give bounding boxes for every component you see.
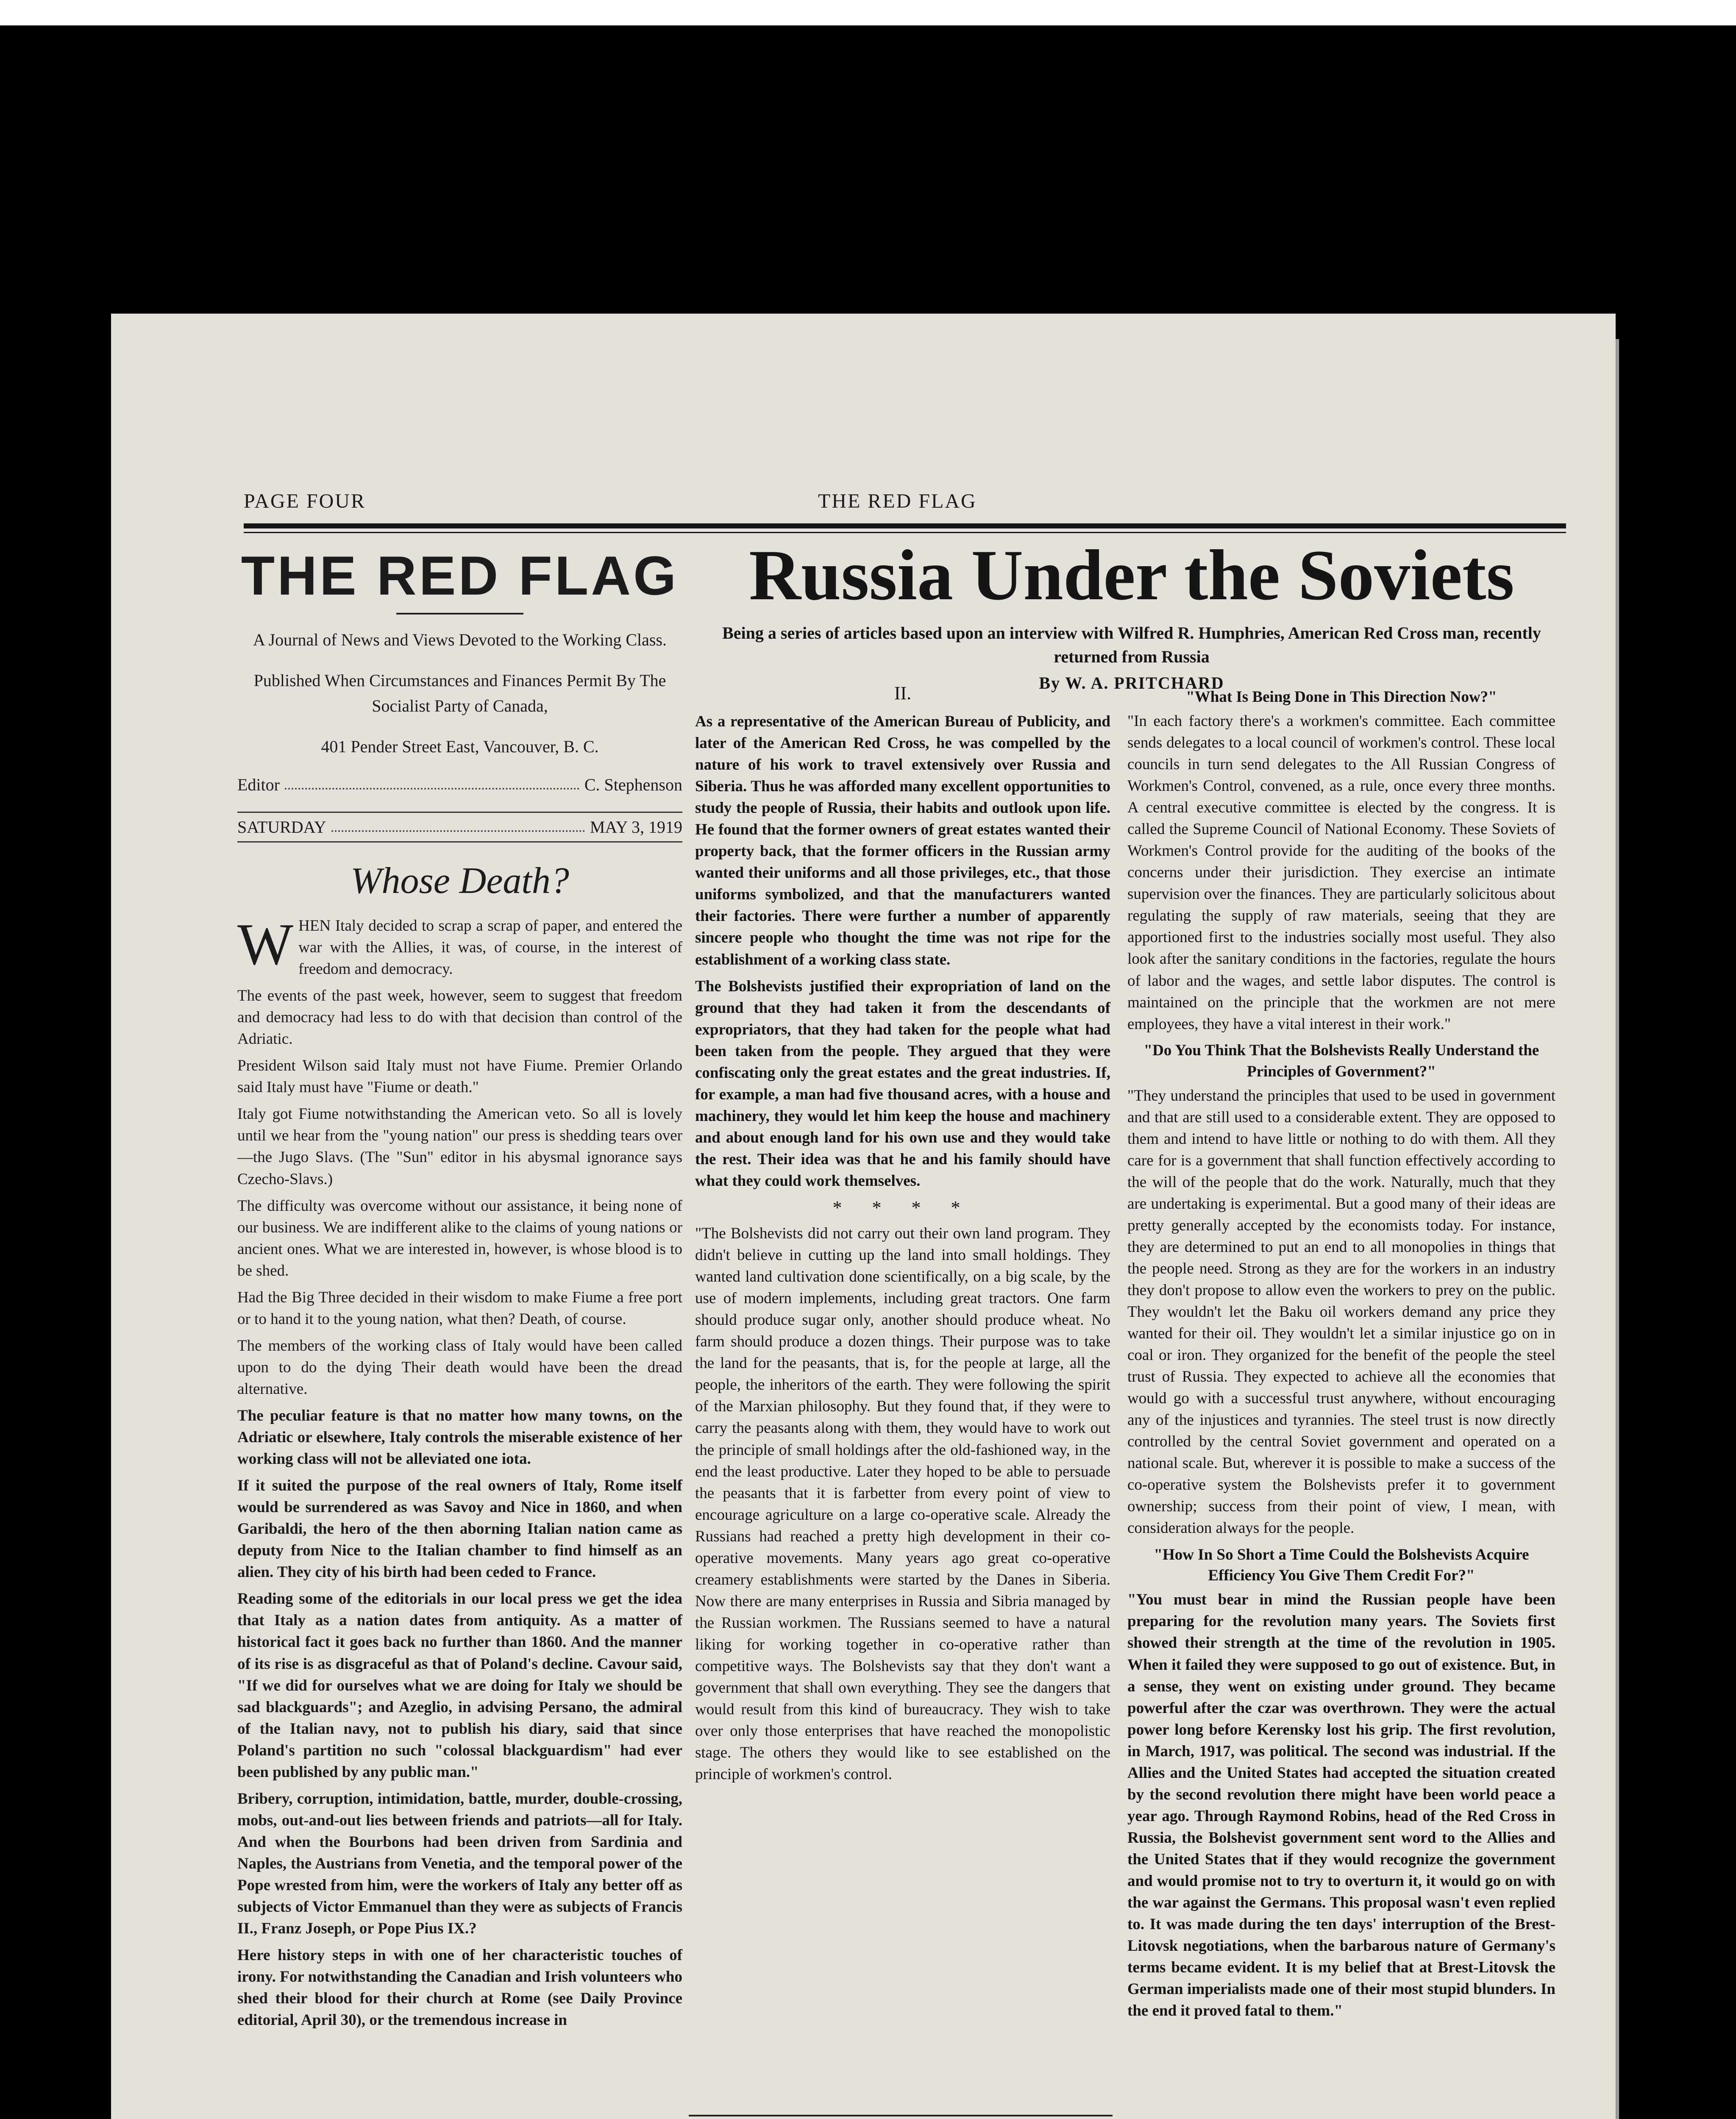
editorial-paragraph: Had the Big Three decided in their wisdom to make Fiume a free port or to hand it to the young nation, what then? Death, of course.	[237, 1288, 682, 1328]
column-left	[237, 534, 682, 2036]
article-paragraph: "They understand the principles that used to be used in government and that are still used to a considerable extent. They are opposed to them and intend to have little or nothing to do with them. All they care for is a government that shall function effectively according to the will of the people that do the work. Naturally, much that they are undertaking is experimental. But a good many of their ideas are pretty generally accepted by the economists today. For instance, they are determined to put an end to all monopolies in things that the people need. Strong as they are for the workers in an industry they don't propose to allow even the workers to prey on the public. They wouldn't let the Baku oil workers demand any price they wanted for their oil. They wouldn't let a similar injustice go on in coal or iron. They organized for the benefit of the people the steel trust of Russia. They expected to achieve all the economies that would go with a successful trust anywhere, without encouraging any of the injustices and tyrannies. The steel trust is now directly controlled by the central Soviet government and operated on a national scale. But, wherever it is possible to make a success of the co-operative system the Bolshevists prefer it to government ownership; success from their point of view, I mean, with consideration always for the people.	[1127, 1087, 1555, 1537]
column-middle	[695, 682, 1110, 1790]
section-separator: * * * *	[832, 1197, 973, 1218]
header-rule-thin	[244, 532, 1566, 533]
dot-leader	[285, 775, 579, 790]
header-rule	[244, 523, 1566, 528]
editor-name: C. Stephenson	[584, 775, 682, 794]
feature-header	[695, 534, 1568, 693]
article-paragraph: "The Bolshevists did not carry out their own land program. They didn't believe in cutting up the land into small holdings. They wanted land cultivation done scientifically, on a big scale, by the use of modern implements, including great tractors. One farm should produce sugar only, another should produce wheat. No farm should produce a dozen things. Their purpose was to take the land for the peasants, that is, for the people at large, all the people, the inheritors of the earth. They were following the spirit of the Marxian philosophy. But they found that, if they were to carry the peasants along with them, they would have to work out the principle of small holdings after the old-fashioned way, in the end the least productive. Later they hoped to be able to persuade the peasants that it is farbetter from every point of view to encourage agriculture on a large co-operative scale. Already the Russians had reached a pretty high development in their co-operative movements. Many years ago great co-operative creamery establishments were started by the Danes in Siberia. Now there are many enterprises in Russia and Sibria managed by the Russian workmen. The Russians seemed to have a natural liking for working together in co-operative rather than competitive ways. The Bolshevists say that they don't want a government that shall own everything. They see the dangers that would result from this kind of bureaucracy. They wish to take over only those enterprises that have reached the monopolistic stage. The others they would like to see established on the principle of workmen's control.	[695, 1225, 1110, 1783]
page-number-label: PAGE FOUR	[244, 490, 366, 512]
feature-byline: By W. A. PRITCHARD	[1039, 673, 1224, 692]
editorial-paragraph	[237, 912, 682, 980]
editorial-paragraph: Here history steps in with one of her characteristic touches of irony. For notwithstanding the Canadian and Irish volunteers who shed their blood for their church at Rome (see Daily Province editorial, April 30), or the tremendous increase in	[237, 1947, 682, 2029]
masthead-tagline: A Journal of News and Views Devoted to the Working Class.	[253, 630, 667, 649]
editorial-paragraph: Italy got Fiume notwithstanding the American veto. So all is lovely until we hear from the "young nation" our press is shedding tears over—the Jugo Slavs. (The "Sun" editor in his abysmal ignorance says Czecho-Slavs.)	[237, 1105, 682, 1188]
column-divider	[689, 2115, 1113, 2116]
running-head-title: THE RED FLAG	[818, 490, 977, 512]
scan-border-top	[0, 0, 1736, 25]
dot-leader	[331, 817, 585, 832]
editorial-paragraph: The events of the past week, however, seem to suggest that freedom and democracy had less to do with that decision than control of the Adriatic.	[237, 987, 682, 1048]
question-heading: "What Is Being Done in This Direction Now?"	[1186, 688, 1497, 706]
editorial-paragraph: President Wilson said Italy must not have Fiume. Premier Orlando said Italy must have "Fiume or death."	[237, 1057, 682, 1096]
publisher-note: Published When Circumstances and Finances Permit By The Socialist Party of Canada,	[253, 671, 666, 715]
masthead-rule	[396, 613, 523, 615]
publisher-address: 401 Pender Street East, Vancouver, B. C.	[321, 737, 599, 756]
article-paragraph: "In each factory there's a workmen's committee. Each committee sends delegates to a local council of workmen's control. These local councils in turn send delegates to the All Russian Congress of Workmen's Control, convened, as a rule, once every three months. A central executive committee is elected by the congress. It is called the Supreme Council of National Economy. These Soviets of Workmen's Control provide for the auditing of the books of the concerns under their jurisdiction. They exercise an intimate supervision over the finances. They are particularly solicitous about regulating the supply of raw materials, seeing that they are apportioned first to the industries socially most useful. They also look after the sanitary conditions in the factories, regulate the hours of labor and the wages, and settle labor disputes. The control is maintained on the principle that the workmen are not mere employees, they have a vital interest in their work."	[1127, 712, 1555, 1033]
paragraph-text: HEN Italy decided to scrap a scrap of paper, and entered the war with the Allies, it was, of course, in the interest of freedom and democracy.	[298, 917, 682, 978]
article-paragraph: "You must bear in mind the Russian people have been preparing for the revolution many years. The Soviets first showed their strength at the time of the revolution in 1905. When it failed they were supposed to go out of existence. But, in a sense, they went on existing under ground. They became powerful after the czar was overthrown. They were the actual power long before Kerensky lost his grip. The first revolution, in March, 1917, was political. The second was industrial. If the Allies and the United States had accepted the situation created by the second revolution there might have been world peace a year ago. Through Raymond Robins, head of the Red Cross in Russia, the Bolshevist government sent word to the Allies and the United States that if they would recognize the government and would promise not to try to overturn it, it would go on with the war against the Germans. This proposal wasn't even replied to. It was made during the ten days' interruption of the Brest-Litovsk negotiations, when the barbarous nature of Germany's terms became evident. It is my belief that at Brest-Litovsk the German imperialists made one of their most stupid blunders. In the end it proved fatal to them."	[1127, 1591, 1555, 2020]
article-paragraph: The Bolshevists justified their expropriation of land on the ground that they had taken it from the descendants of expropriators, that they had taken for the people what had been taken from the people. They argued that they were confiscating only the great estates and the great industries. If, for example, a man had five thousand acres, with a house and machinery, they would let him keep the house and machinery and about enough land for his own use and they would take the rest. Their idea was that he and his family should have what they could work themselves.	[695, 977, 1110, 1190]
question-heading: "How In So Short a Time Could the Bolshevists Acquire Efficiency You Give Them Credit For?"	[1154, 1546, 1529, 1585]
dateline-date: MAY 3, 1919	[590, 818, 682, 837]
editorial-paragraph: The difficulty was overcome without our assistance, it being none of our business. We are indifferent alike to the claims of young nations or ancient ones. What we are interested in, however, is whose blood is to be shed.	[237, 1197, 682, 1279]
editor-line	[237, 775, 682, 795]
column-right	[1127, 682, 1555, 2027]
editor-label: Editor	[237, 775, 280, 794]
dateline-day: SATURDAY	[237, 818, 326, 837]
editorial-paragraph: Bribery, corruption, intimidation, battle, murder, double-crossing, mobs, out-and-out lies between friends and patriots—all for Italy. And when the Bourbons had been driven from Sardinia and Naples, the Austrians from Venetia, and the temporal power of the Pope wrested from him, were the workers of Italy any better off as subjects of Victor Emmanuel than they were as subjects of Francis II., Franz Joseph, or Pope Pius IX.?	[237, 1790, 682, 1938]
article-paragraph: As a representative of the American Bureau of Publicity, and later of the American Red Cross, he was compelled by the nature of his work to travel extensively over Russia and Siberia. Thus he was afforded many excellent opportunities to study the people of Russia, their habits and outlook upon life. He found that the former owners of great estates wanted their property back, that the former officers in the Russian army wanted their uniforms and all those privileges, etc., that those uniforms symbolized, and that the manufacturers wanted their factories. There were further a number of apparently sincere people who thought the time was not ripe for the establishment of a working class state.	[695, 713, 1110, 968]
dateline	[237, 812, 682, 843]
masthead-title: THE RED FLAG	[241, 545, 679, 606]
editorial-paragraph: The members of the working class of Italy would have been called upon to do the dying Their death would have been the dread alternative.	[237, 1337, 682, 1398]
drop-cap: W	[237, 912, 294, 977]
part-number: II.	[894, 683, 912, 704]
question-heading: "Do You Think That the Bolshevists Really Understand the Principles of Government?"	[1143, 1041, 1539, 1080]
feature-title: Russia Under the Soviets	[749, 535, 1514, 615]
editorial-paragraph: The peculiar feature is that no matter how many towns, on the Adriatic or elsewhere, Italy controls the miserable existence of her working class will not be alleviated one iota.	[237, 1407, 682, 1468]
editorial-title: Whose Death?	[351, 860, 569, 901]
editorial-paragraph: Reading some of the editorials in our local press we get the idea that Italy as a nation dates from antiquity. As a matter of historical fact it goes back no further than 1860. And the manner of its rise is as disgraceful as that of Poland's decline. Cavour said, "If we did for ourselves what we are doing for Italy we should be sad blackguards"; and Azeglio, in advising Persano, the admiral of the Italian navy, not to publish his diary, said that since Poland's partition no such "colossal blackguardism" had ever been published by any public man."	[237, 1590, 682, 1781]
feature-subtitle: Being a series of articles based upon an interview with Wilfred R. Humphries, American Red Cross man, recently returned from Russia	[722, 623, 1541, 666]
editorial-paragraph: If it suited the purpose of the real owners of Italy, Rome itself would be surrendered as was Savoy and Nice in 1860, and when Garibaldi, the hero of the then aborning Italian nation came as deputy from Nice to the Italian chamber to find himself as an alien. They city of his birth had been ceded to France.	[237, 1477, 682, 1581]
